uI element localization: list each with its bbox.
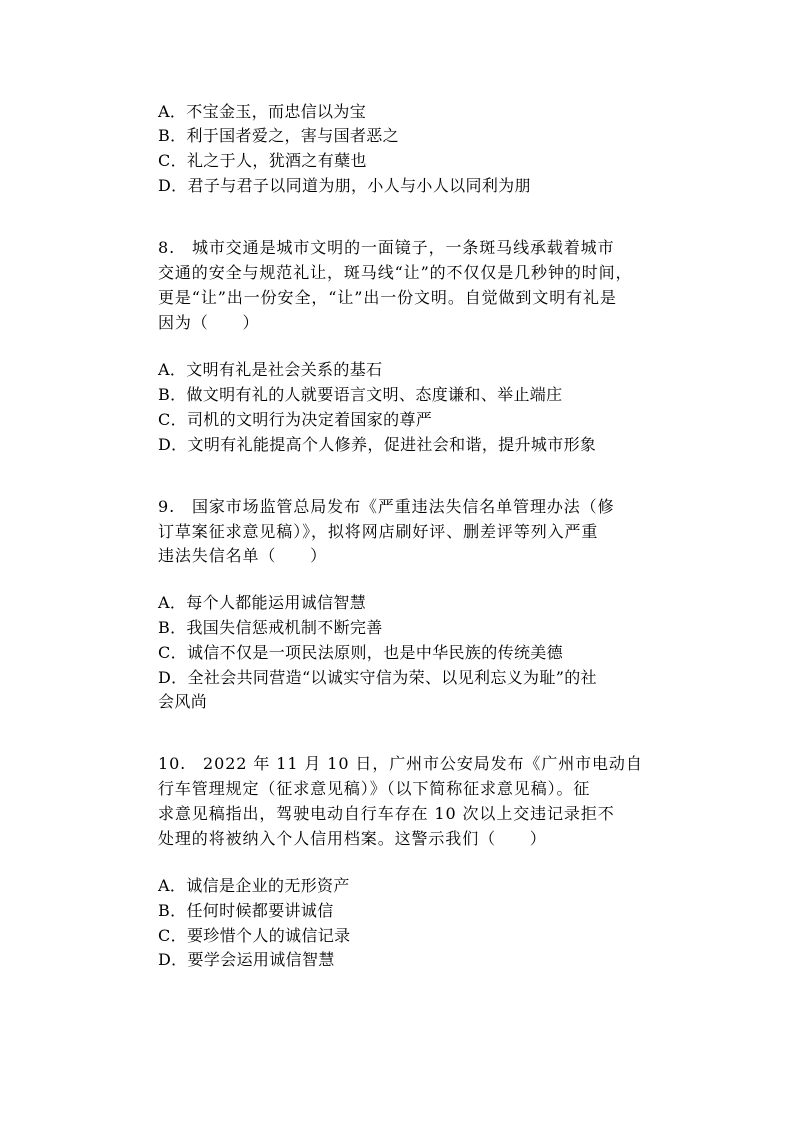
question-8-stem-line: 8. 城市交通是城市文明的一面镜子，一条斑马线承载着城市	[158, 238, 615, 257]
question-8-option-b: B．做文明有礼的人就要语言文明、态度谦和、举止端庄	[158, 385, 563, 404]
question-10-option-d: D．要学会运用诚信智慧	[158, 950, 335, 969]
question-10-stem-line: 10. 2022 年 11 月 10 日，广州市公安局发布《广州市电动自	[158, 754, 643, 773]
question-8-option-d: D．文明有礼能提高个人修养，促进社会和谐，提升城市形象	[158, 435, 597, 454]
question-8-stem-line: 交通的安全与规范礼让，斑马线“让”的不仅仅是几秒钟的时间，	[158, 263, 633, 282]
question-8-stem-line: 更是“让”出一份安全，“让”出一份文明。自觉做到文明有礼是	[158, 288, 617, 307]
question-9-option-c: C．诚信不仅是一项民法原则，也是中华民族的传统美德	[158, 643, 563, 662]
question-10-stem-line: 求意见稿指出，驾驶电动自行车存在 10 次以上交违记录拒不	[158, 804, 615, 823]
question-10-option-b: B．任何时候都要讲诚信	[158, 901, 334, 920]
option-c: C．礼之于人，犹酒之有蘖也	[158, 151, 367, 170]
question-9-option-b: B．我国失信惩戒机制不断完善	[158, 618, 383, 637]
question-9-stem-line: 订草案征求意见稿）》，拟将网店刷好评、删差评等列入严重	[158, 522, 599, 541]
option-a: A．不宝金玉，而忠信以为宝	[158, 102, 367, 121]
question-10-stem-line: 处理的将被纳入个人信用档案。这警示我们（ ）	[158, 829, 547, 848]
question-10-option-a: A．诚信是企业的无形资产	[158, 876, 350, 895]
question-8-option-c: C．司机的文明行为决定着国家的尊严	[158, 410, 433, 429]
question-10-option-c: C．要珍惜个人的诚信记录	[158, 926, 351, 945]
question-9-option-d: D．全社会共同营造“以诚实守信为荣、以见利忘义为耻”的社	[158, 668, 597, 687]
option-d: D．君子与君子以同道为朋，小人与小人以同利为朋	[158, 176, 531, 195]
question-9-stem-line: 9. 国家市场监管总局发布《严重违法失信名单管理办法（修	[158, 497, 615, 516]
question-8-stem-line: 因为（ ）	[158, 313, 260, 332]
option-b: B．利于国者爱之，害与国者恶之	[158, 126, 400, 145]
question-9-option-d-continued: 会风尚	[158, 692, 208, 711]
question-9-option-a: A．每个人都能运用诚信智慧	[158, 593, 367, 612]
question-10-stem-line: 行车管理规定（征求意见稿）》（以下简称征求意见稿）。征	[158, 779, 591, 798]
question-9-stem-line: 违法失信名单（ ）	[158, 546, 328, 565]
question-8-option-a: A．文明有礼是社会关系的基石	[158, 360, 383, 379]
